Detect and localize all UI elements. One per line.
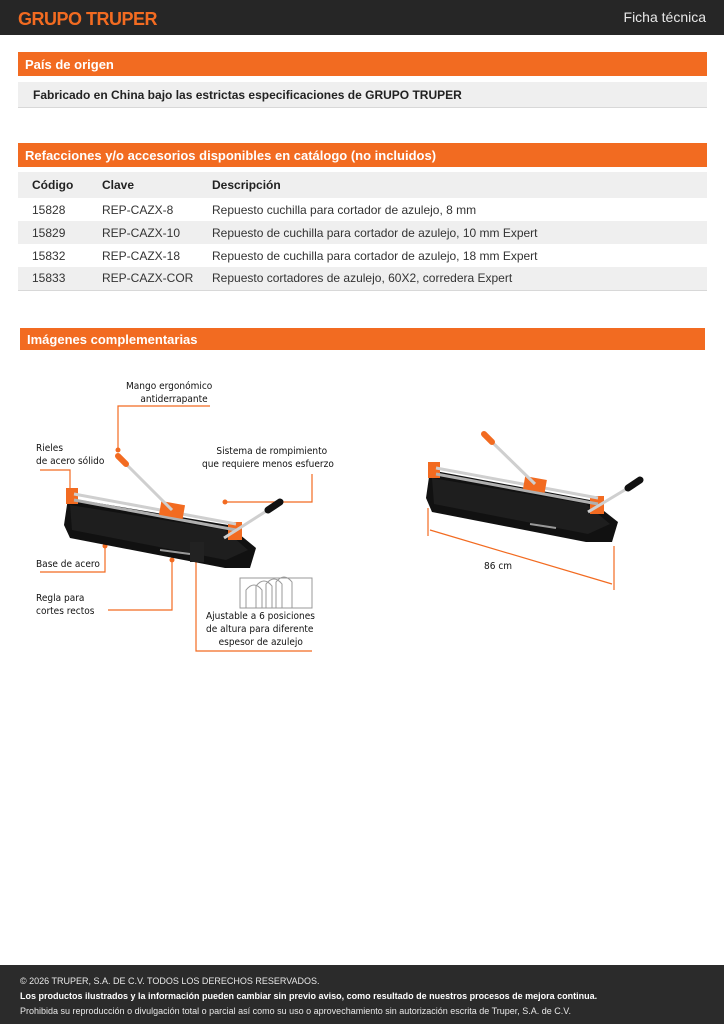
origin-text: Fabricado en China bajo las estrictas especificaciones de GRUPO TRUPER [18, 82, 707, 108]
cell-key: REP-CAZX-18 [102, 248, 181, 263]
footer-copyright: © 2026 TRUPER, S.A. DE C.V. TODOS LOS DERECHOS RESERVADOS. [20, 976, 320, 986]
cell-description: Repuesto de cuchilla para cortador de azulejo, 18 mm Expert [212, 248, 538, 263]
truper-logo: GRUPO TRUPER [18, 9, 158, 29]
cell-description: Repuesto cuchilla para cortador de azulejo, 8 mm [212, 202, 477, 217]
table-row [18, 267, 707, 290]
footer-notice: Los productos ilustrados y la información pueden cambiar sin previo aviso, como resultado de nuestros procesos de mejora continua. [20, 991, 598, 1001]
footer [0, 965, 724, 1024]
cell-code: 15832 [32, 248, 66, 263]
table-row [18, 244, 707, 267]
table-row [18, 221, 707, 244]
cell-code: 15828 [32, 202, 66, 217]
callout-height-adjust: Ajustable a 6 posiciones de altura para diferente espesor de azulejo [206, 611, 315, 648]
footer-prohibition: Prohibida su reproducción o divulgación total o parcial así como su uso o aprovechamiento sin autorización escrita de Truper, S.A. de C.V. [20, 1006, 571, 1016]
column-header-description: Descripción [198, 172, 707, 198]
images-section-title: Imágenes complementarias [20, 328, 705, 350]
cell-description: Repuesto de cuchilla para cortador de azulejo, 10 mm Expert [198, 221, 707, 244]
top-bar [0, 0, 724, 35]
callout-ruler: Regla para cortes rectos [36, 593, 95, 617]
document-type: Ficha técnica [623, 9, 706, 25]
cell-description: Repuesto cortadores de azulejo, 60X2, corredera Expert [198, 267, 707, 290]
column-header-key: Clave [88, 172, 198, 198]
dimension-label: 86 cm [484, 561, 513, 572]
cell-key: REP-CAZX-8 [102, 202, 174, 217]
parts-section-title: Refacciones y/o accesorios disponibles en catálogo (no incluidos) [18, 143, 707, 167]
callout-base: Base de acero [36, 559, 100, 570]
callout-handle: Mango ergonómico antiderrapante [126, 381, 213, 405]
cell-code: 15833 [18, 267, 88, 290]
callout-breaking-system: Sistema de rompimiento que requiere menos esfuerzo [202, 446, 334, 470]
table-header-row [18, 172, 707, 198]
cell-key: REP-CAZX-COR [88, 267, 198, 290]
table-row [18, 198, 707, 221]
parts-table [18, 172, 707, 291]
callout-rails: Rieles de acero sólido [36, 443, 105, 467]
complementary-images [0, 360, 724, 680]
column-header-code: Código [18, 172, 88, 198]
tile-cutter-dimension-image [400, 420, 660, 600]
origin-section-title: País de origen [18, 52, 707, 76]
cell-key: REP-CAZX-10 [88, 221, 198, 244]
cell-code: 15829 [18, 221, 88, 244]
